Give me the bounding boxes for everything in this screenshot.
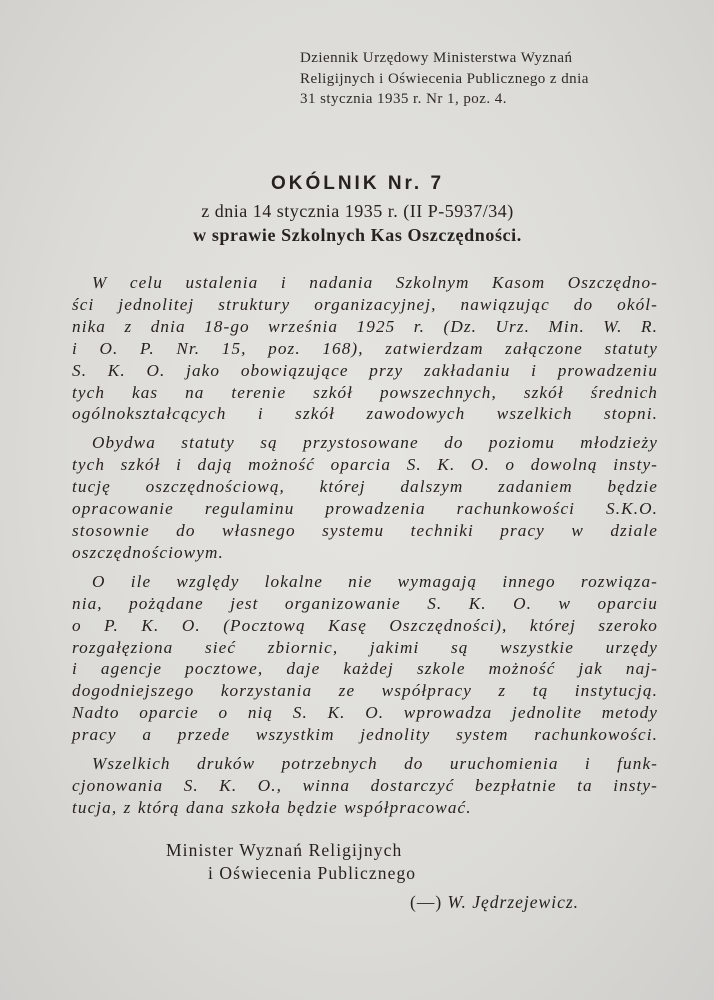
signature-title-line: Minister Wyznań Religijnych xyxy=(166,840,403,860)
signature-block xyxy=(166,839,416,885)
source-reference xyxy=(300,48,660,110)
text-line: ogólnokształcących i szkół zawodowych wszelkich stopni. xyxy=(72,404,658,424)
text-line: S. K. O. jako obowiązujące przy zakładaniu i prowadzeniu xyxy=(72,360,658,380)
circular-heading xyxy=(60,172,655,247)
paragraph-2 xyxy=(72,432,658,563)
paragraph-4 xyxy=(72,753,658,819)
text-line: opracowanie regulaminu prowadzenia rachunkowości S.K.O. xyxy=(72,499,658,519)
text-line: tych szkół i dają możność oparcia S. K. O. o dowolną insty- xyxy=(72,455,658,475)
text-line: i O. P. Nr. 15, poz. 168), zatwierdzam załączone statuty xyxy=(72,338,658,358)
circular-date: z dnia 14 stycznia 1935 r. (II P-5937/34) xyxy=(201,201,514,221)
paragraph-1 xyxy=(72,272,658,425)
circular-body xyxy=(72,272,658,826)
source-line: 31 stycznia 1935 r. Nr 1, poz. 4. xyxy=(300,91,507,107)
text-line: pracy a przede wszystkim jednolity system rachunkowości. xyxy=(72,725,658,745)
circular-subject: w sprawie Szkolnych Kas Oszczędności. xyxy=(193,225,522,245)
text-line: nia, pożądane jest organizowanie S. K. O. w oparciu xyxy=(72,593,658,613)
signatory-name: W. Jędrzejewicz. xyxy=(447,892,580,912)
text-line: o P. K. O. (Pocztową Kasę Oszczędności), której szeroko xyxy=(72,615,658,635)
text-line: O ile względy lokalne nie wymagają innego rozwiąza- xyxy=(92,571,658,591)
source-line: Dziennik Urzędowy Ministerstwa Wyznań xyxy=(300,50,573,66)
signature-title-line: i Oświecenia Publicznego xyxy=(208,863,417,883)
text-line: W celu ustalenia i nadania Szkolnym Kasom Oszczędno- xyxy=(92,273,658,292)
text-line: Obydwa statuty są przystosowane do poziomu młodzieży xyxy=(92,433,658,453)
text-line: Wszelkich druków potrzebnych do uruchomienia i funk- xyxy=(92,754,658,774)
text-line: ści jednolitej struktury organizacyjnej, nawiązując do okól- xyxy=(72,294,658,314)
text-line: Nadto oparcie o nią S. K. O. wprowadza jednolite metody xyxy=(72,703,658,723)
text-line: rozgałęziona sieć zbiornic, jakimi są wszystkie urzędy xyxy=(72,637,658,657)
source-line: Religijnych i Oświecenia Publicznego z dnia xyxy=(300,70,589,87)
text-line: oszczędnościowym. xyxy=(72,542,224,562)
circular-title: OKÓLNIK Nr. 7 xyxy=(270,173,445,194)
signature-mark: (—) xyxy=(410,892,443,912)
text-line: tucja, z którą dana szkoła będzie współpracować. xyxy=(72,797,472,817)
signed-by xyxy=(410,892,579,913)
text-line: dogodniejszego korzystania ze współpracy z tą instytucją. xyxy=(72,681,658,701)
text-line: cjonowania S. K. O., winna dostarczyć bezpłatnie ta insty- xyxy=(72,775,658,795)
text-line: stosownie do własnego systemu techniki pracy w dziale xyxy=(72,520,658,540)
paragraph-3 xyxy=(72,571,658,746)
text-line: tych kas na terenie szkół powszechnych, szkół średnich xyxy=(72,382,658,402)
text-line: i agencje pocztowe, daje każdej szkole możność jak naj- xyxy=(72,659,658,679)
text-line: nika z dnia 18-go września 1925 r. (Dz. Urz. Min. W. R. xyxy=(72,316,658,336)
text-line: tucję oszczędnościową, której dalszym zadaniem będzie xyxy=(72,477,658,497)
